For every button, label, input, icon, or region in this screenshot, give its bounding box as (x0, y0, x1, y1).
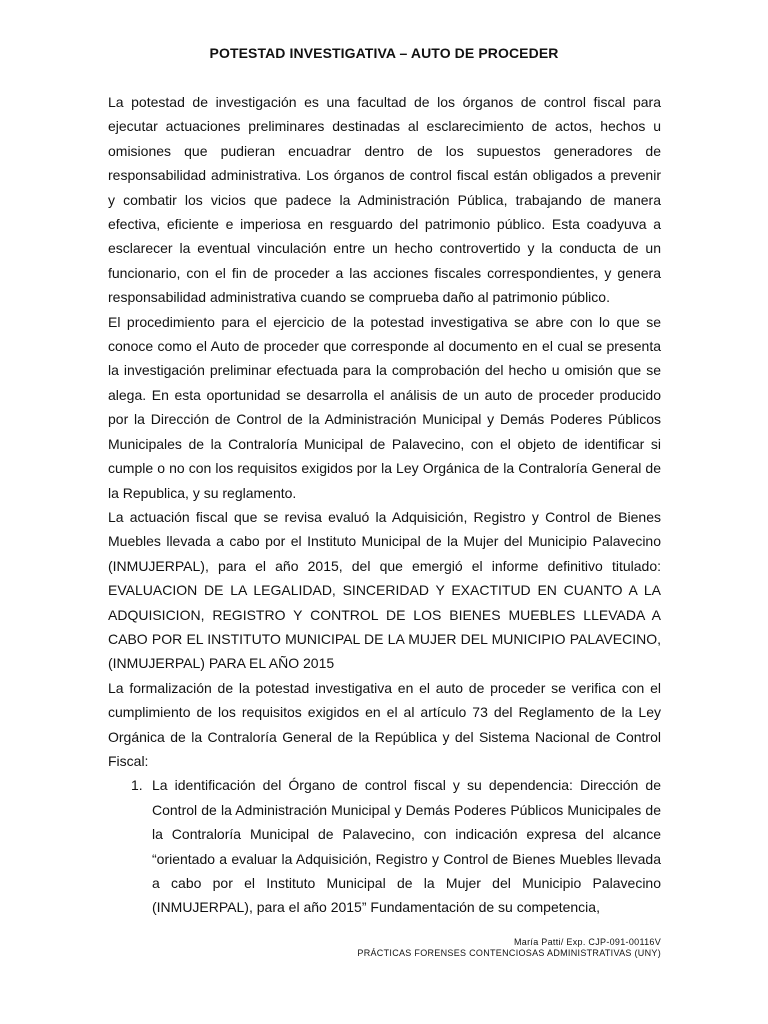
list-item-number: 1. (131, 777, 143, 794)
document-title: POTESTAD INVESTIGATIVA – AUTO DE PROCEDER (209, 45, 559, 61)
paragraph-procedimiento: El procedimiento para el ejercicio de la potestad investigativa se abre con lo que se conoce como el Auto de proceder que corresponde al documento en el cual se presenta la investigación preliminar efectuada para la comprobación del hecho u omisión que se alega. En esta oportunidad se desarrolla el análisis de un auto de proceder producido por la Dirección de Control de la Administración Municipal y Demás Poderes Públicos Municipales de la Contraloría Municipal de Palavecino, con el objeto de identificar si cumple o no con los requisitos exigidos por la Ley Orgánica de la Contraloría General de la Republica, y su reglamento. (108, 313, 661, 501)
requirements-list (108, 773, 661, 919)
list-item-text: La identificación del Órgano de control fiscal y su dependencia: Dirección de Control de la Administración Municipal y Demás Poderes Públicos Municipales de la Contraloría Municipal de Palavecino, con indicación expresa del alcance “orientado a evaluar la Adquisición, Registro y Control de Bienes Muebles llevada a cabo por el Instituto Municipal de la Mujer del Municipio Palavecino (INMUJERPAL), para el año 2015” Fundamentación de su competencia, (152, 777, 661, 916)
paragraph-potestad: La potestad de investigación es una facultad de los órganos de control fiscal para ejecutar actuaciones preliminares destinadas al esclarecimiento de actos, hechos u omisiones que pudieran encuadrar dentro de los supuestos generadores de responsabilidad administrativa. Los órganos de control fiscal están obligados a prevenir y combatir los vicios que padece la Administración Pública, trabajando de manera efectiva, eficiente e imperiosa en resguardo del patrimonio público. Esta coadyuva a esclarecer la eventual vinculación entre un hecho controvertido y la conducta de un funcionario, con el fin de proceder a las acciones fiscales correspondientes, y genera responsabilidad administrativa cuando se comprueba daño al patrimonio público. (108, 94, 661, 306)
paragraph-actuacion-fiscal: La actuación fiscal que se revisa evaluó la Adquisición, Registro y Control de Bienes Muebles llevada a cabo por el Instituto Municipal de la Mujer del Municipio Palavecino (INMUJERPAL), para el año 2015, del que emergió el informe definitivo titulado: EVALUACION DE LA LEGALIDAD, SINCERIDAD Y EXACTITUD EN CUANTO A LA ADQUISICION, REGISTRO Y CONTROL DE LOS BIENES MUEBLES LLEVADA A CABO POR EL INSTITUTO MUNICIPAL DE LA MUJER DEL MUNICIPIO PALAVECINO, (INMUJERPAL) PARA EL AÑO 2015 (108, 508, 661, 672)
list-item (108, 773, 661, 919)
page-footer (357, 937, 661, 959)
paragraph-formalizacion: La formalización de la potestad investigativa en el auto de proceder se verifica con el cumplimiento de los requisitos exigidos en el al artículo 73 del Reglamento de la Ley Orgánica de la Contraloría General de la República y del Sistema Nacional de Control Fiscal: (108, 679, 661, 769)
document-body (108, 90, 661, 920)
footer-course: PRÁCTICAS FORENSES CONTENCIOSAS ADMINISTRATIVAS (UNY) (357, 948, 661, 958)
footer-author: María Patti/ Exp. CJP-091-00116V (514, 937, 661, 947)
